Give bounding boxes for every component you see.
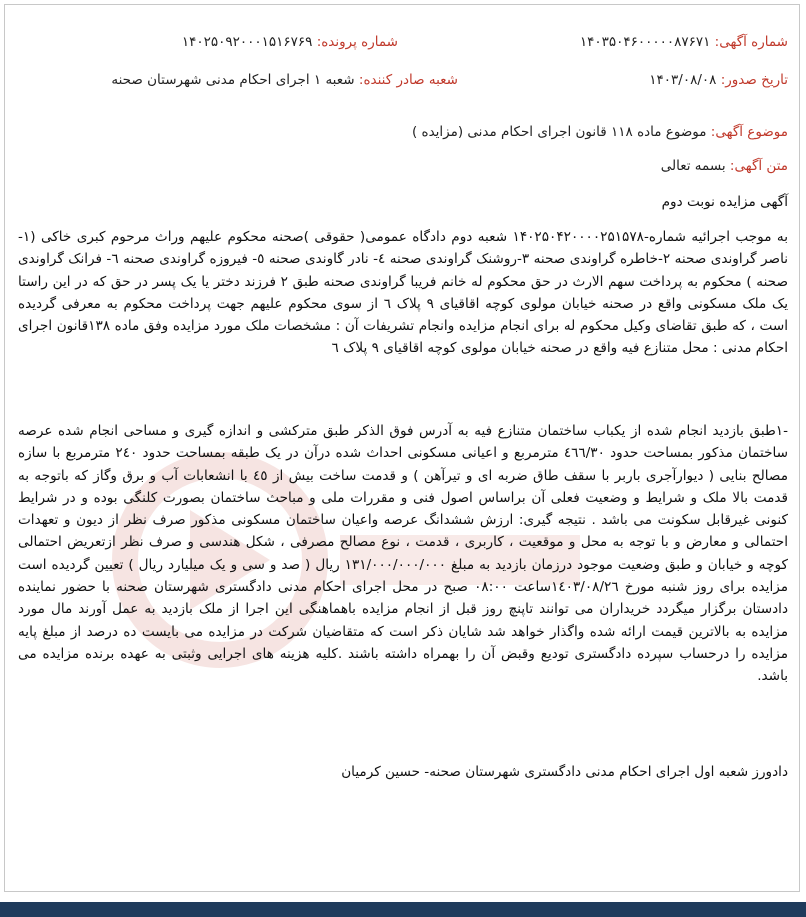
text-label-field xyxy=(661,158,788,174)
signature-line: دادورز شعبه اول اجرای احکام مدنی دادگستری شهرستان صحنه- حسین کرمیان xyxy=(341,764,788,780)
notice-title: آگهی مزایده نوبت دوم xyxy=(661,194,788,210)
case-number-value: ۱۴۰۲۵۰۹۲۰۰۰۱۵۱۶۷۶۹ xyxy=(181,34,313,50)
header-row-2 xyxy=(18,72,788,96)
subject-row xyxy=(18,124,788,148)
text-label: متن آگهی: xyxy=(729,158,788,174)
notice-body-1 xyxy=(18,226,788,360)
text-label-value: بسمه تعالی xyxy=(660,158,726,174)
issuer-value: شعبه ۱ اجرای احکام مدنی شهرستان صحنه xyxy=(111,72,355,88)
case-number-label: شماره پرونده: xyxy=(316,34,398,50)
paragraph-1: به موجب اجرائیه شماره-۱۴۰۲۵۰۴۲۰۰۰۰۲۵۱۵۷۸ شعبه دوم دادگاه عمومی( حقوقی )صحنه محکوم علیهم وراث مرحوم کبری خاکی (۱- ناصر گراوندی صحنه ۲-خاطره گراوندی صحنه ۳-روشنک گراوندی صحنه ٤- نادر گاوندی صحنه ٥- فیروزه گراوندی صحنه ٦- فرانک گراوندی صحنه ) محکوم به پرداخت سهم الارث در حق محکوم له خانم فریبا گراوندی صحنه طبق ۲ فرزند دختر یا یک پسر در حق که در این راستا یک ملک مسکونی واقع در صحنه خیابان مولوی کوچه اقاقیای ۹ پلاک ٦ از سوی محکوم علیهم جهت پرداخت محکوم به معرفی گردیده است ، که طبق تقاضای وکیل محکوم له برای انجام مزایده وانجام تشریفات آن : مشخصات ملک مورد مزایده وفق ماده ۱۳۸قانون اجرای احکام مدنی : محل متنازع فیه واقع در صحنه خیابان مولوی کوچه اقاقیای ۹ پلاک ٦ xyxy=(18,229,788,357)
subject-value: موضوع ماده ۱۱۸ قانون اجرای احکام مدنی (مزایده ) xyxy=(411,124,707,140)
ad-number-value: ۱۴۰۳۵۰۴۶۰۰۰۰۰۸۷۶۷۱ xyxy=(579,34,711,50)
issue-date-label: تاریخ صدور: xyxy=(720,72,788,88)
case-number-field xyxy=(182,34,398,50)
issuer-label: شعبه صادر کننده: xyxy=(358,72,458,88)
paragraph-2: -۱طبق بازدید انجام شده از یکباب ساختمان متنازع فیه به آدرس فوق الذکر طبق مترکشی و اندازه گیری و مساحی انجام شده عرصه ساختمان مذکور بمساحت حدود ٤٦٦/۳۰ مترمربع و اعیانی مسکونی احداث شده درآن در یک طبقه بمساحت حدود ۲٤۰ مترمربع با سازه مصالح بنایی ( دیوارآجری باربر با سقف طاق ضربه ای و تیرآهن ) و قدمت ساخت بیش از ٤٥ با انشعابات آب و برق وگاز که باتوجه به قدمت بالا ملک و شرایط و وضعیت فعلی آن براساس اصول فنی و مقررات ملی و مباحث ساختمان بصورت کلنگی بوده و در شرایط کنونی غیرقابل سکونت می باشد . نتیجه گیری: ارزش ششدانگ عرصه واعیان ساختمان مسکونی مذکور صرف نظر از دیون و تعهدات احتمالی و معارض و با توجه به محل و موقعیت ، کاربری ، قدمت ، نوع مصالح مصرفی ، شکل هندسی و صرف نظر ازتعریض احتمالی کوچه و خیابان و طبق وضعیت موجود درزمان بازدید به مبلغ ۱۳۱/۰۰۰/۰۰۰/۰۰۰ ریال ( صد و سی و یک میلیارد ریال ) تعیین گردیده است مزایده برای روز شنبه مورخ ۱٤۰۳/۰۸/۲٦ساعت ۰۸:۰۰ صبح در محل اجرای احکام مدنی دادگستری شهرستان صحنه با حضور نماینده دادستان برگزار میگردد خریداران می توانند تاپنچ روز قبل از انجام مزایده باهماهنگی این اجرا از ملک بازدید به عمل آورند مال مورد مزایده به بالاترین قیمت ارائه شده واگذار خواهد شد شایان ذکر است که متقاضیان شرکت در مزایده می بایست ده درصد از مبلغ پایه مزایده را درحساب سپرده دادگستری توديع وقبض آن را بهمراه داشته باشند .کلیه هزینه های اجرایی وثبتی به عهده برنده مزایده می باشد. xyxy=(18,423,789,685)
header-row-1 xyxy=(18,34,788,58)
subject-label: موضوع آگهی: xyxy=(710,124,788,140)
ad-number-field xyxy=(580,34,788,50)
issue-date-value: ۱۴۰۳/۰۸/۰۸ xyxy=(649,72,717,88)
notice-body-2 xyxy=(18,420,788,688)
issue-date-field xyxy=(649,72,788,88)
ad-number-label: شماره آگهی: xyxy=(714,34,788,50)
bottom-bar xyxy=(0,902,806,917)
issuer-field xyxy=(111,72,458,88)
text-label-row xyxy=(18,158,788,182)
subject-field xyxy=(412,124,788,140)
